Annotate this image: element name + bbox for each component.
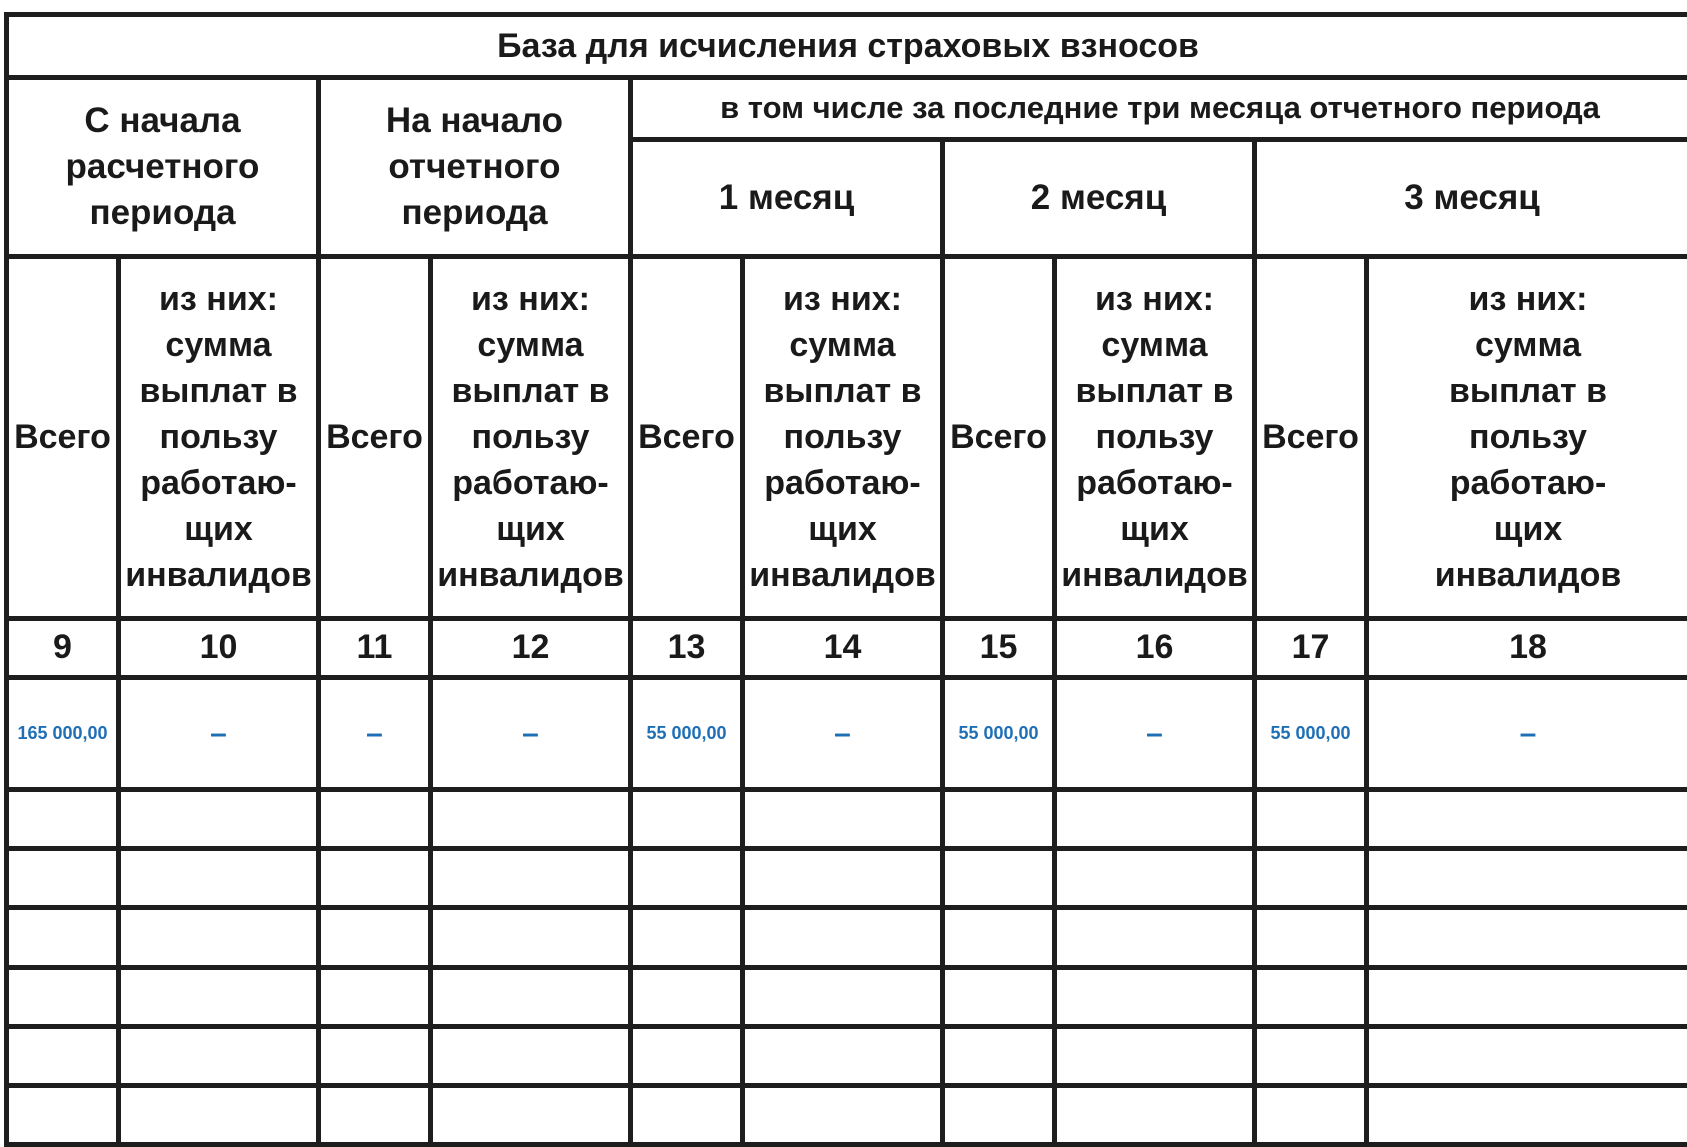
empty-cell[interactable] — [631, 1026, 743, 1085]
cell-value[interactable]: – — [1055, 678, 1255, 790]
empty-cell[interactable] — [943, 790, 1055, 849]
empty-cell[interactable] — [119, 908, 319, 967]
cell-value[interactable]: – — [319, 678, 431, 790]
empty-cell[interactable] — [119, 967, 319, 1026]
empty-cell[interactable] — [631, 790, 743, 849]
col-header-disabled-workers-label: из них: сумма выплат в пользу работаю-щих инвалидов — [125, 280, 312, 595]
empty-cell[interactable] — [431, 790, 631, 849]
col-header-total: Всего — [631, 256, 743, 618]
empty-cell[interactable] — [943, 967, 1055, 1026]
empty-cell[interactable] — [743, 790, 943, 849]
empty-cell[interactable] — [1367, 849, 1687, 908]
empty-cell[interactable] — [431, 908, 631, 967]
empty-cell[interactable] — [1055, 1026, 1255, 1085]
empty-cell[interactable] — [1367, 790, 1687, 849]
empty-cell[interactable] — [119, 849, 319, 908]
cell-value[interactable]: – — [743, 678, 943, 790]
column-number: 17 — [1255, 618, 1367, 677]
column-number: 11 — [319, 618, 431, 677]
cell-value[interactable]: – — [431, 678, 631, 790]
col-header-total: Всего — [1255, 256, 1367, 618]
column-number: 14 — [743, 618, 943, 677]
empty-cell[interactable] — [431, 849, 631, 908]
group-from-start-of-calc-period — [7, 78, 319, 256]
empty-cell[interactable] — [1367, 1026, 1687, 1085]
table-title: База для исчисления страховых взносов — [7, 15, 1687, 78]
column-number: 13 — [631, 618, 743, 677]
col-header-total: Всего — [7, 256, 119, 618]
column-number: 18 — [1367, 618, 1687, 677]
empty-cell[interactable] — [319, 1085, 431, 1144]
empty-cell[interactable] — [319, 1026, 431, 1085]
empty-cell[interactable] — [631, 967, 743, 1026]
empty-cell[interactable] — [943, 1085, 1055, 1144]
col-header-disabled-workers — [431, 256, 631, 618]
col-header-disabled-workers-label: из них: сумма выплат в пользу работаю-щих инвалидов — [1434, 280, 1622, 595]
col-header-disabled-workers — [1367, 256, 1687, 618]
empty-cell[interactable] — [319, 967, 431, 1026]
table-row — [7, 908, 1687, 967]
empty-cell[interactable] — [743, 849, 943, 908]
empty-cell[interactable] — [1367, 967, 1687, 1026]
month-3-header: 3 месяц — [1255, 139, 1687, 256]
empty-cell[interactable] — [1255, 908, 1367, 967]
empty-cell[interactable] — [743, 1085, 943, 1144]
column-number: 16 — [1055, 618, 1255, 677]
col-header-total: Всего — [319, 256, 431, 618]
empty-cell[interactable] — [1255, 849, 1367, 908]
empty-cell[interactable] — [319, 849, 431, 908]
table-row — [7, 678, 1687, 790]
empty-cell[interactable] — [1055, 790, 1255, 849]
empty-cell[interactable] — [1255, 1085, 1367, 1144]
column-number: 12 — [431, 618, 631, 677]
group-last-three-months: в том числе за последние три месяца отчетного периода — [631, 78, 1687, 139]
group-at-start-label: На начало отчетного периода — [385, 101, 564, 233]
empty-cell[interactable] — [7, 849, 119, 908]
month-1-header: 1 месяц — [631, 139, 943, 256]
table-row — [7, 790, 1687, 849]
empty-cell[interactable] — [119, 1085, 319, 1144]
empty-cell[interactable] — [1255, 790, 1367, 849]
col-header-total: Всего — [943, 256, 1055, 618]
empty-cell[interactable] — [7, 790, 119, 849]
empty-cell[interactable] — [319, 908, 431, 967]
table-row — [7, 1026, 1687, 1085]
cell-value[interactable]: 55 000,00 — [1255, 678, 1367, 790]
empty-cell[interactable] — [631, 849, 743, 908]
cell-value[interactable]: 55 000,00 — [631, 678, 743, 790]
column-number: 15 — [943, 618, 1055, 677]
empty-cell[interactable] — [631, 908, 743, 967]
table-row — [7, 849, 1687, 908]
col-header-disabled-workers — [119, 256, 319, 618]
empty-cell[interactable] — [743, 1026, 943, 1085]
empty-cell[interactable] — [1255, 967, 1367, 1026]
cell-value[interactable]: – — [1367, 678, 1687, 790]
cell-value[interactable]: – — [119, 678, 319, 790]
column-number: 10 — [119, 618, 319, 677]
empty-cell[interactable] — [7, 1085, 119, 1144]
empty-cell[interactable] — [743, 908, 943, 967]
empty-cell[interactable] — [7, 908, 119, 967]
empty-cell[interactable] — [943, 908, 1055, 967]
col-header-disabled-workers — [1055, 256, 1255, 618]
group-from-start-label: С начала расчетного периода — [65, 101, 260, 233]
empty-cell[interactable] — [431, 1026, 631, 1085]
month-2-header: 2 месяц — [943, 139, 1255, 256]
empty-cell[interactable] — [1367, 1085, 1687, 1144]
empty-cell[interactable] — [1367, 908, 1687, 967]
empty-cell[interactable] — [319, 790, 431, 849]
empty-cell[interactable] — [119, 790, 319, 849]
empty-cell[interactable] — [943, 1026, 1055, 1085]
insurance-base-table — [4, 12, 1687, 1147]
empty-cell[interactable] — [7, 1026, 119, 1085]
table-row — [7, 1085, 1687, 1144]
cell-value[interactable]: 55 000,00 — [943, 678, 1055, 790]
empty-cell[interactable] — [1055, 967, 1255, 1026]
empty-cell[interactable] — [431, 967, 631, 1026]
empty-cell[interactable] — [431, 1085, 631, 1144]
cell-value[interactable]: 165 000,00 — [7, 678, 119, 790]
empty-cell[interactable] — [631, 1085, 743, 1144]
col-header-disabled-workers-label: из них: сумма выплат в пользу работаю-щих инвалидов — [749, 280, 936, 595]
table-row — [7, 967, 1687, 1026]
empty-cell[interactable] — [119, 1026, 319, 1085]
empty-cell[interactable] — [743, 967, 943, 1026]
group-at-start-of-report-period — [319, 78, 631, 256]
col-header-disabled-workers-label: из них: сумма выплат в пользу работаю-щих инвалидов — [1061, 280, 1248, 595]
empty-cell[interactable] — [1055, 849, 1255, 908]
column-number: 9 — [7, 618, 119, 677]
col-header-disabled-workers — [743, 256, 943, 618]
col-header-disabled-workers-label: из них: сумма выплат в пользу работаю-щих инвалидов — [437, 280, 624, 595]
empty-cell[interactable] — [943, 849, 1055, 908]
empty-cell[interactable] — [1055, 1085, 1255, 1144]
empty-cell[interactable] — [1255, 1026, 1367, 1085]
empty-cell[interactable] — [1055, 908, 1255, 967]
empty-cell[interactable] — [7, 967, 119, 1026]
